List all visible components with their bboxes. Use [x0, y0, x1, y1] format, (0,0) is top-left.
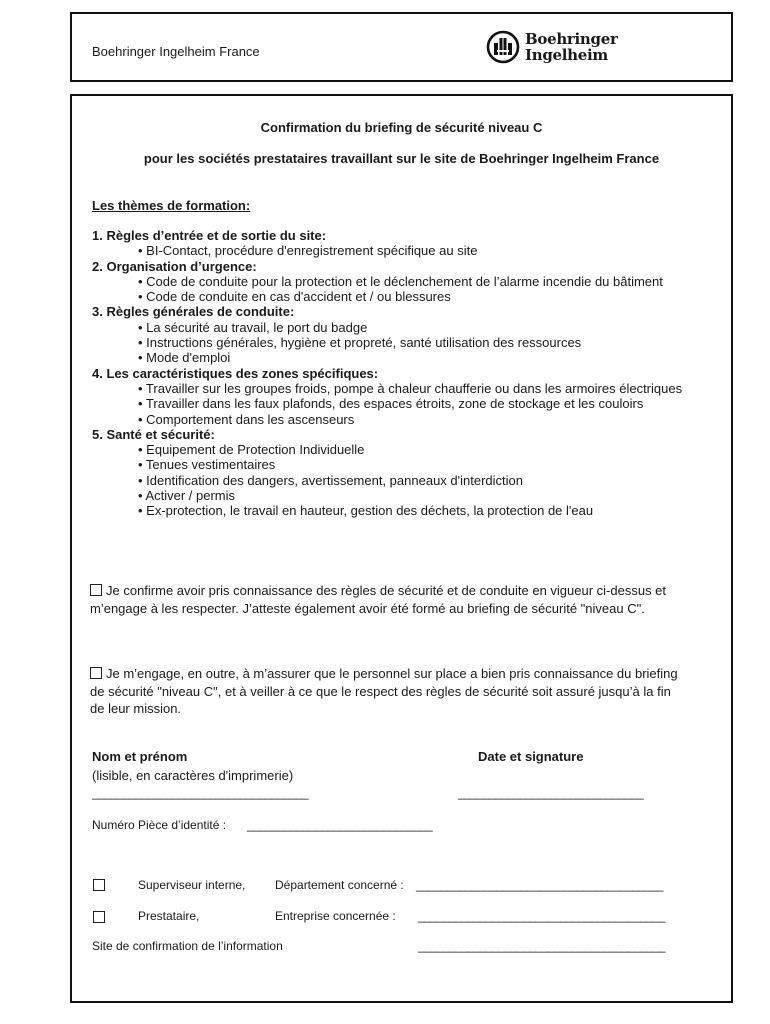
theme-item: • Code de conduite en cas d'accident et / ou blessures — [138, 289, 451, 305]
site-label: Site de confirmation de l’information — [92, 939, 283, 953]
theme-title: 2. Organisation d’urgence: — [92, 258, 257, 274]
supervisor-label: Superviseur interne, — [138, 878, 246, 892]
company-label: Entreprise concernée : — [275, 909, 396, 923]
confirm-checkbox-2[interactable] — [90, 667, 102, 679]
provider-checkbox[interactable] — [93, 911, 105, 923]
name-label: Nom et prénom — [92, 749, 188, 764]
theme-title: 4. Les caractéristiques des zones spécifiques: — [92, 365, 379, 381]
theme-item: • Code de conduite pour la protection et le déclenchement de l’alarme incendie du bâtiment — [138, 273, 663, 289]
supervisor-checkbox[interactable] — [93, 879, 105, 891]
theme-item: • Activer / permis — [138, 488, 236, 504]
form-subtitle: pour les sociétés prestataires travaillant sur le site de Boehringer Ingelheim France — [143, 151, 660, 166]
company-field[interactable]: ________________________________________ — [418, 909, 665, 923]
theme-item: • Mode d'emploi — [138, 350, 231, 366]
theme-item: • BI-Contact, procédure d'enregistrement spécifique au site — [138, 243, 478, 259]
site-field[interactable]: ________________________________________ — [418, 939, 665, 953]
confirmation-paragraph-1 — [90, 582, 680, 617]
themes-heading: Les thèmes de formation: — [92, 198, 251, 213]
id-field[interactable]: ______________________________ — [247, 818, 433, 832]
name-hint: (lisible, en caractères d'imprimerie) — [92, 768, 294, 783]
theme-item: • Equipement de Protection Individuelle — [138, 442, 365, 458]
theme-item: • Ex-protection, le travail en hauteur, gestion des déchets, la protection de l'eau — [138, 503, 594, 519]
logo-line-1: Boehringer — [525, 30, 618, 48]
theme-item: • Identification des dangers, avertissement, panneaux d'interdiction — [138, 472, 523, 488]
department-label: Département concerné : — [275, 878, 404, 892]
theme-title: 5. Santé et sécurité: — [92, 426, 215, 442]
theme-item: • Travailler sur les groupes froids, pompe à chaleur chaufferie ou dans les armoires électriques — [138, 380, 683, 396]
theme-item: • Travailler dans les faux plafonds, des espaces étroits, zone de stockage et les couloirs — [138, 396, 644, 412]
logo-icon — [486, 30, 520, 64]
company-logo — [486, 30, 618, 64]
date-signature-field[interactable]: ______________________________ — [458, 786, 644, 800]
confirm-checkbox-1[interactable] — [90, 584, 102, 596]
main-form-box — [70, 94, 733, 1003]
theme-item: • Instructions générales, hygiène et propreté, santé utilisation des ressources — [138, 335, 582, 351]
provider-label: Prestataire, — [138, 909, 200, 923]
name-field[interactable]: ___________________________________ — [92, 786, 309, 800]
form-title: Confirmation du briefing de sécurité niveau C — [260, 120, 543, 135]
confirmation-text-1: Je confirme avoir pris connaissance des règles de sécurité et de conduite en vigueur ci-dessus et m’engage à les respecter. J’atteste également avoir été formé au briefing de sécurité "niveau C". — [90, 583, 667, 616]
confirmation-text-2: Je m’engage, en outre, à m’assurer que le personnel sur place a bien pris connaissance du briefing de sécurité "niveau C", et à veiller à ce que le respect des règles de sécurité soit assuré jusqu’à la fin de leur mission. — [90, 666, 678, 716]
theme-item: • La sécurité au travail, le port du badge — [138, 319, 368, 335]
theme-item: • Comportement dans les ascenseurs — [138, 411, 355, 427]
company-name: Boehringer Ingelheim France — [92, 44, 260, 59]
theme-item: • Tenues vestimentaires — [138, 457, 276, 473]
header-box — [70, 12, 733, 82]
theme-title: 3. Règles générales de conduite: — [92, 304, 295, 320]
confirmation-paragraph-2 — [90, 665, 680, 718]
date-signature-label: Date et signature — [478, 749, 584, 764]
department-field[interactable]: ________________________________________ — [416, 878, 663, 892]
id-label: Numéro Pièce d’identité : — [92, 818, 227, 832]
theme-title: 1. Règles d’entrée et de sortie du site: — [92, 228, 327, 243]
themes-list — [92, 228, 712, 519]
logo-line-2: Ingelheim — [525, 46, 608, 64]
